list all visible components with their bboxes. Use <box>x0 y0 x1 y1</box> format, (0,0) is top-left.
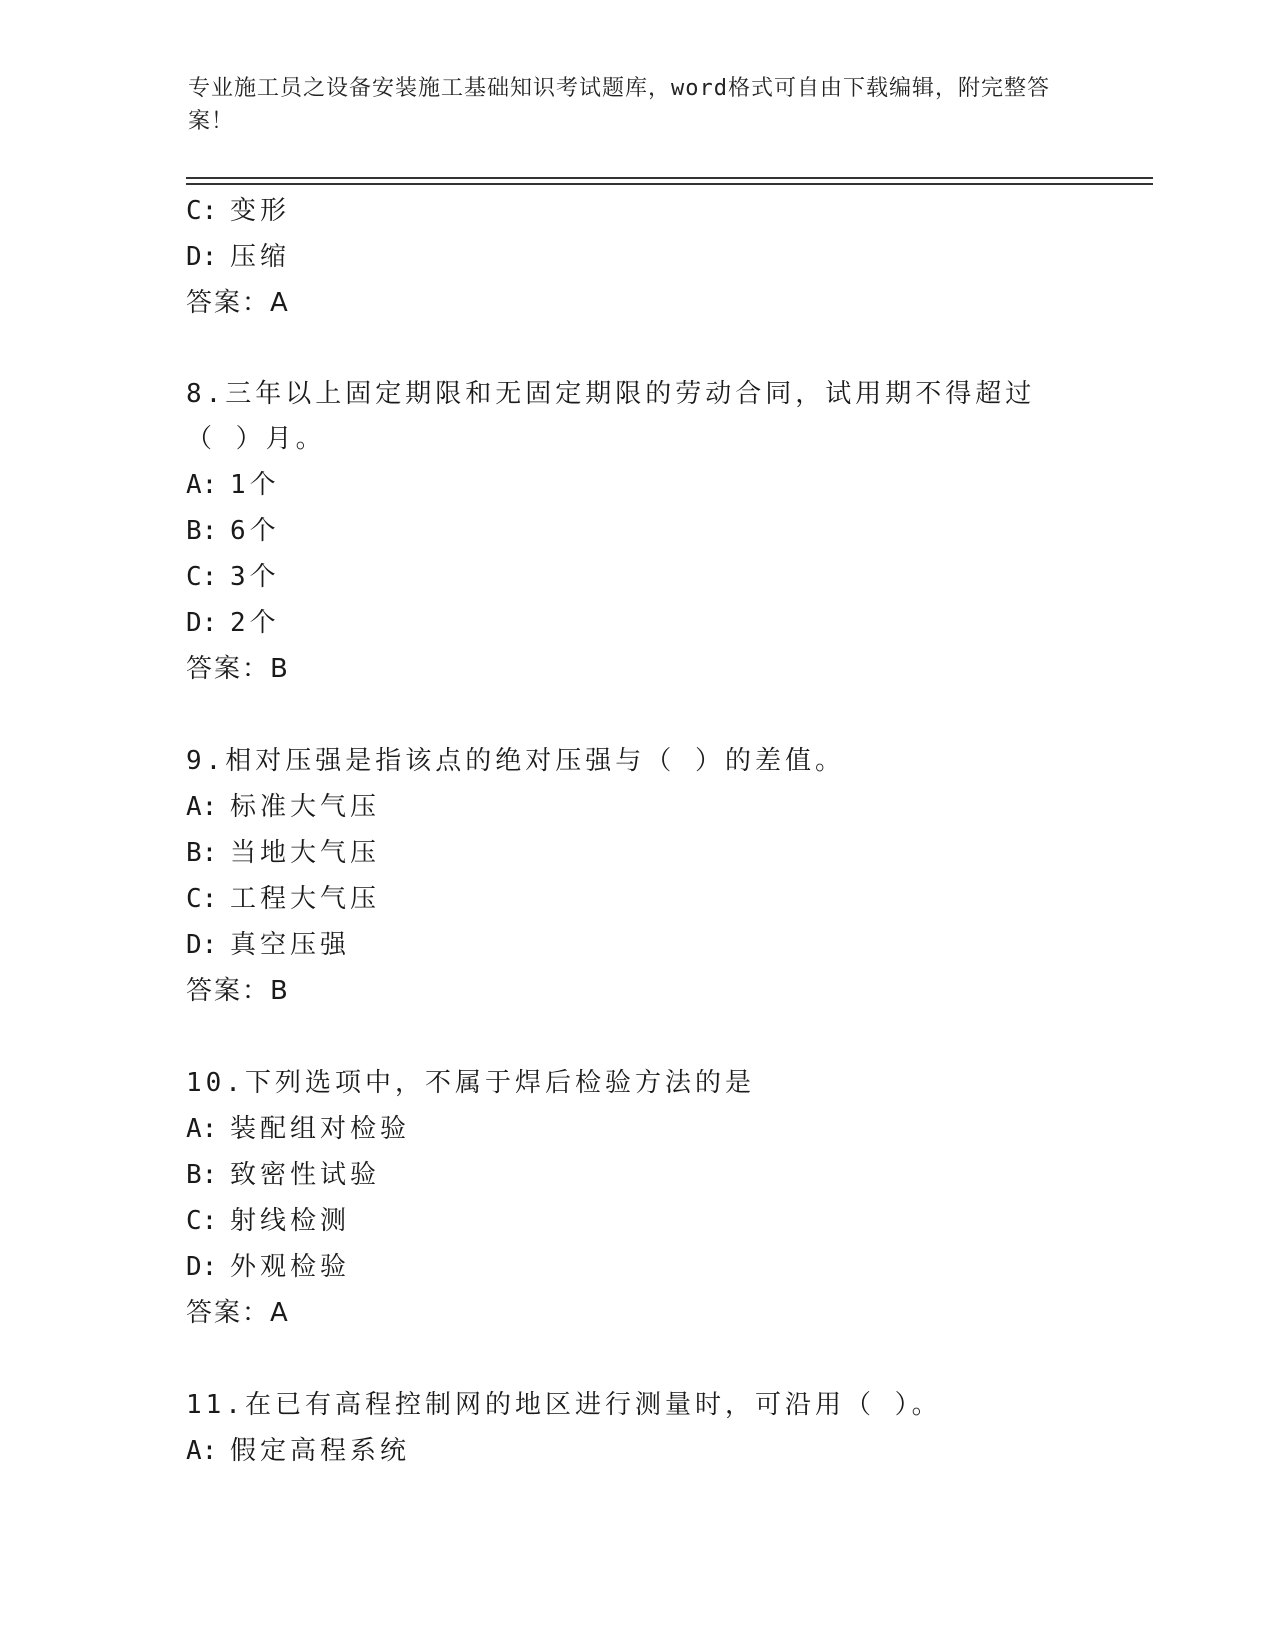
question-list <box>186 188 1086 1474</box>
header-divider-top <box>186 177 1153 179</box>
answer: 答案：A <box>186 288 290 318</box>
header-divider-bottom <box>186 183 1153 185</box>
answer: 答案：B <box>186 654 290 684</box>
answer: 答案：A <box>186 1298 290 1328</box>
option-c: C: 3个 <box>186 562 280 592</box>
question-text: 9.相对压强是指该点的绝对压强与（ ）的差值。 <box>186 746 845 776</box>
option-c: C: 变形 <box>186 196 291 226</box>
question-11 <box>186 1382 1086 1474</box>
question-8 <box>186 372 1086 692</box>
option-a: A: 标准大气压 <box>186 792 381 822</box>
question-10 <box>186 1060 1086 1336</box>
question-text: 8.三年以上固定期限和无固定期限的劳动合同，试用期不得超过（ ）月。 <box>186 379 1036 454</box>
option-a: A: 假定高程系统 <box>186 1436 411 1466</box>
option-d: D: 压缩 <box>186 242 291 272</box>
option-d: D: 真空压强 <box>186 930 351 960</box>
option-d: D: 外观检验 <box>186 1252 351 1282</box>
option-d: D: 2个 <box>186 608 280 638</box>
question-7-partial <box>186 188 1086 326</box>
option-c: C: 射线检测 <box>186 1206 351 1236</box>
document-header: 专业施工员之设备安装施工基础知识考试题库，word格式可自由下载编辑，附完整答案！ <box>188 76 1050 134</box>
option-a: A: 装配组对检验 <box>186 1114 411 1144</box>
answer: 答案：B <box>186 976 290 1006</box>
option-b: B: 当地大气压 <box>186 838 381 868</box>
question-text: 11.在已有高程控制网的地区进行测量时，可沿用（ ）。 <box>186 1390 942 1420</box>
question-9 <box>186 738 1086 1014</box>
question-text: 10.下列选项中，不属于焊后检验方法的是 <box>186 1068 755 1098</box>
option-c: C: 工程大气压 <box>186 884 381 914</box>
option-a: A: 1个 <box>186 470 280 500</box>
option-b: B: 致密性试验 <box>186 1160 381 1190</box>
option-b: B: 6个 <box>186 516 280 546</box>
